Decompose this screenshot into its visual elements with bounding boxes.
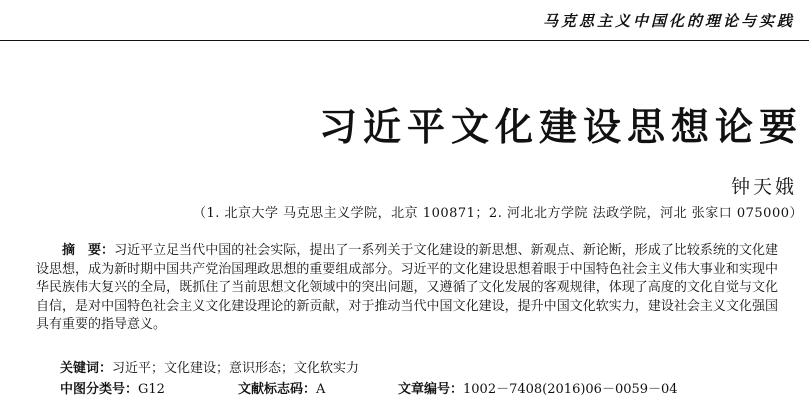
author-affiliation: （1. 北京大学 马克思主义学院，北京 100871；2. 河北北方学院 法政学院，河北 张家口 075000）	[193, 206, 803, 221]
abstract-text: 习近平立足当代中国的社会实际，提出了一系列关于文化建设的新思想、新观点、新论断，形成了比较系统的文化建设思想，成为新时期中国共产党治国理政思想的重要组成部分。习近平的文化建设思想着眼于中国特色社会主义伟大事业和实现中华民族伟大复兴的全局，既抓住了当前思想文化领域中的突出问题，又遵循了文化发展的客观规律，体现了高度的文化自觉与文化自信，是对中国特色社会主义文化建设理论的新贡献，对于推动当代中国文化建设，提升中国文化软实力，建设社会主义文化强国具有重要的指导意义。	[36, 243, 778, 332]
doc-code-label: 文献标志码：	[238, 382, 317, 397]
clc-value: G12	[138, 382, 165, 397]
clc-number	[60, 378, 165, 397]
article-title: 习近平文化建设思想论要	[318, 105, 803, 149]
running-header	[0, 0, 809, 41]
clc-label: 中图分类号：	[60, 382, 139, 397]
keywords-text: 习近平；文化建设；意识形态；文化软实力	[112, 361, 360, 376]
article-no-value: 1002－7408(2016)06－0059－04	[463, 382, 678, 397]
document-code	[238, 378, 325, 397]
abstract-paragraph	[36, 242, 778, 335]
running-title: 马克思主义中国化的理论与实践	[542, 12, 795, 30]
abstract-label: 摘 要：	[62, 243, 115, 258]
doc-code-value: A	[316, 382, 326, 397]
keywords-label: 关键词：	[60, 361, 113, 376]
author-name: 钟天娥	[730, 176, 797, 198]
article-number	[398, 378, 678, 397]
article-no-label: 文章编号：	[398, 382, 464, 397]
keywords-line	[60, 357, 359, 376]
abstract-block	[36, 242, 778, 335]
